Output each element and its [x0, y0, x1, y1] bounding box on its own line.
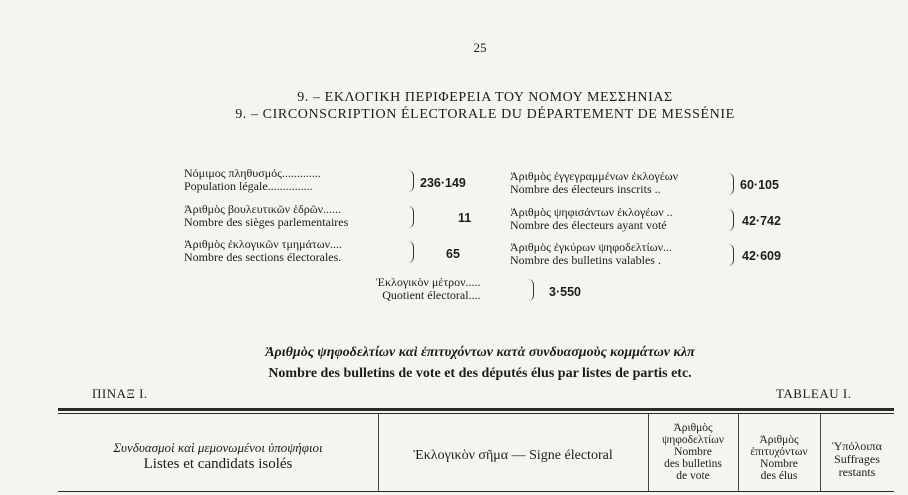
column-header-french: Listes et candidats isolés: [143, 456, 293, 472]
column-header-elected: [738, 434, 820, 482]
brace: [408, 241, 414, 263]
stat-label-french: Population légale...............: [184, 179, 313, 193]
stat-voted: [510, 206, 673, 232]
stat-value-voted: 42·742: [742, 214, 781, 228]
column-header-greek: Ἀριθμὸς: [759, 434, 799, 446]
stat-label-french: Nombre des électeurs ayant voté: [510, 218, 667, 232]
column-header-lists: [58, 440, 378, 472]
stat-population: [184, 167, 321, 193]
stat-label-greek: Νόμιμος πληθυσμός.............: [184, 166, 321, 180]
table-top-rule-thin: [58, 413, 894, 414]
stat-label-french: Nombre des électeurs inscrits ..: [510, 182, 661, 196]
column-header-greek: Ὑπόλοιπα: [832, 439, 882, 453]
column-header-greek: ἐπιτυχόντων: [750, 446, 808, 458]
table-title-french: Nombre des bulletins de vote et des députés élus par listes de partis etc.: [268, 366, 692, 381]
stat-label-greek: Ἀριθμὸς ἐγκύρων ψηφοδελτίων...: [510, 240, 673, 254]
brace: [728, 244, 734, 266]
stat-valid-ballots: [510, 241, 672, 267]
column-header-french: restants: [838, 465, 876, 479]
column-header-french: Nombre: [674, 446, 712, 458]
table-label-french: TABLEAU I.: [776, 386, 852, 401]
column-header-french: des bulletins: [664, 458, 722, 470]
column-header-greek: Συνδυασμοὶ καὶ μεμονωμένοι ὑποψήφιοι: [113, 440, 323, 455]
brace: [728, 209, 734, 231]
column-header-sign: [378, 450, 648, 462]
stat-sections: [184, 238, 342, 264]
column-header-french: des élus: [760, 470, 798, 482]
stat-label-french: Quotient électoral....: [382, 288, 481, 302]
stat-value-valid-ballots: 42·609: [742, 249, 781, 263]
stat-quotient: [376, 276, 481, 302]
brace: [728, 173, 734, 195]
table-top-rule: [58, 408, 894, 411]
stat-value-population: 236·149: [420, 176, 466, 190]
column-header-french: de vote: [676, 470, 710, 482]
column-header-remaining: [820, 440, 894, 479]
stat-seats: [184, 203, 348, 229]
column-header-greek: Ἀριθμὸς: [673, 422, 713, 434]
column-header-french: Nombre: [760, 458, 798, 470]
stat-value-seats: 11: [458, 211, 472, 225]
stat-label-greek: Ἀριθμὸς ψηφισάντων ἐκλογέων ..: [510, 205, 673, 219]
stat-registered: [510, 170, 678, 196]
title-greek: 9. – ΕΚΛΟΓΙΚΗ ΠΕΡΙΦΕΡΕΙΑ ΤΟΥ ΝΟΜΟΥ ΜΕΣΣΗΝΙΑΣ: [297, 90, 673, 105]
column-header-greek: ψηφοδελτίων: [662, 434, 724, 446]
stat-value-sections: 65: [446, 247, 460, 261]
brace: [408, 206, 414, 228]
table-title-greek: Ἀριθμὸς ψηφοδελτίων καὶ ἐπιτυχόντων κατὰ συνδυασμοὺς κομμάτων κλπ: [265, 345, 695, 360]
stat-label-greek: Ἀριθμὸς ἐκλογικῶν τμημάτων....: [184, 237, 343, 251]
stat-label-greek: Ἐκλογικὸν μέτρον.....: [376, 275, 481, 289]
stat-value-quotient: 3·550: [549, 285, 581, 299]
brace: [408, 170, 414, 192]
stat-label-french: Nombre des sièges parlementaires: [184, 215, 349, 229]
column-header-text: Ἐκλογικὸν σῆμα — Signe électoral: [413, 448, 613, 463]
brace: [528, 279, 534, 301]
table-header-bottom-rule: [58, 491, 894, 492]
stat-label-greek: Ἀριθμὸς βουλευτικῶν ἑδρῶν......: [184, 202, 342, 216]
page-number: 25: [473, 40, 487, 55]
table-label-greek: ΠΙΝΑΞ Ι.: [92, 386, 148, 401]
title-french: 9. – CIRCONSCRIPTION ÉLECTORALE DU DÉPARTEMENT DE MESSÉNIE: [235, 107, 735, 122]
stat-value-registered: 60·105: [740, 178, 779, 192]
column-header-ballots: [648, 422, 738, 482]
stat-label-french: Nombre des sections électorales.: [184, 250, 342, 264]
column-header-french: Suffrages: [834, 452, 880, 466]
stat-label-french: Nombre des bulletins valables .: [510, 253, 661, 267]
stat-label-greek: Ἀριθμὸς ἐγγεγραμμένων ἐκλογέων: [510, 169, 679, 183]
